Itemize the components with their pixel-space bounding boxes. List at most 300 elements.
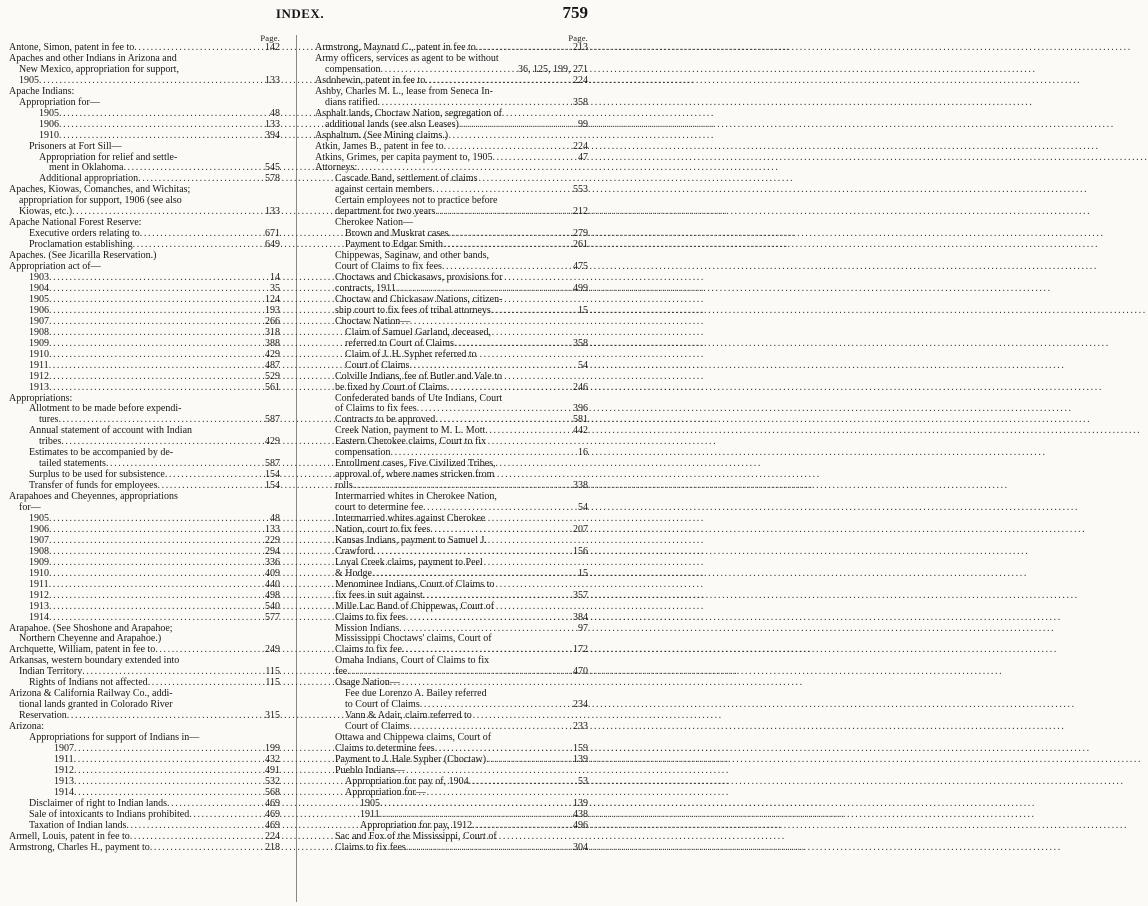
dot-leader [67, 711, 263, 722]
entry-text: Armell, Louis, patent in fee to [9, 830, 130, 842]
entry-text: 1905 [360, 797, 380, 809]
dot-leader [49, 350, 263, 361]
entry-text: Transfer of funds for employees [29, 480, 158, 492]
page-reference: 432 [265, 753, 280, 765]
entry-text: tailed statements [39, 458, 106, 470]
entry-text: Surplus to be used for subsistence [29, 469, 165, 481]
entry-text: Certain employees not to practice before [335, 195, 498, 207]
page-reference: 529 [265, 370, 280, 382]
entry-text: Enrollment cases, Five Civilized Tribes, [335, 458, 496, 470]
page-reference: 15 [578, 304, 588, 316]
entry-text: Payment to J. Hale Sypher (Choctaw) [335, 753, 487, 765]
entry-text: to Court of Claims [345, 699, 420, 711]
page-reference: 469 [265, 819, 280, 831]
page-reference: 499 [573, 282, 588, 294]
entry-text: 1911 [29, 578, 49, 590]
page-reference: 261 [573, 239, 588, 251]
page-reference: 475 [573, 261, 588, 273]
page-header-title: INDEX. [275, 6, 325, 21]
left-column [9, 33, 280, 854]
entry-text: 1905 [29, 293, 49, 305]
entry-text: for— [19, 502, 41, 514]
entry-text: Cascade Band, settlement of claims [335, 173, 478, 185]
page-reference: 429 [265, 348, 280, 360]
entry-text: 1913 [29, 381, 49, 393]
right-column [315, 33, 588, 854]
entry-text: Choctaws and Chickasaws, provisions for [335, 272, 503, 284]
entry-text: Court of Claims [345, 359, 410, 371]
page-reference: 469 [265, 797, 280, 809]
index-entry [9, 372, 280, 383]
entry-text: Reservation [19, 710, 67, 722]
dot-leader [49, 383, 263, 394]
entry-text: Proclamation establishing [29, 239, 133, 251]
entry-text: 1911 [360, 808, 380, 820]
entry-text: Claims to fix fees [335, 841, 406, 853]
entry-text: Appropriations for support of Indians in— [29, 732, 200, 744]
entry-text: Appropriation act of— [9, 261, 101, 273]
dot-leader [59, 120, 263, 131]
page-reference: 54 [578, 359, 588, 371]
page-reference: 587 [265, 458, 280, 470]
entry-text: ment in Oklahoma [49, 162, 124, 174]
page-reference: 139 [573, 753, 588, 765]
entry-text: Claim of Samuel Garland, deceased, [345, 326, 492, 338]
entry-text: Appropriations: [9, 392, 73, 404]
index-entry [9, 591, 280, 602]
index-entry [9, 120, 280, 131]
index-entry [9, 580, 280, 591]
page-reference: 199 [265, 743, 280, 754]
page-reference: 193 [265, 304, 280, 316]
right-entries [315, 43, 588, 854]
page-reference: 429 [265, 436, 280, 448]
entry-text: fee [335, 666, 348, 678]
page-reference: 470 [573, 666, 588, 678]
left-column-heading: Page. [260, 33, 280, 43]
page-reference: 97 [578, 622, 588, 634]
entry-text: Asphaltum. (See Mining claims.) [315, 129, 449, 141]
entry-text: Creek Nation, payment to M. L. Mott [335, 425, 486, 437]
index-entry [9, 131, 280, 142]
entry-text: referred to Court of Claims [345, 337, 454, 349]
entry-text: 1907 [29, 534, 49, 546]
dot-leader [49, 613, 263, 624]
entry-text: Colville Indians, fee of Butler and Vale to [335, 370, 502, 382]
page-reference: 568 [265, 786, 280, 798]
index-entry [9, 383, 280, 394]
entry-text: ship court to fix fees of tribal attorneys [335, 304, 491, 316]
page-reference: 587 [265, 414, 280, 426]
page-reference: 577 [265, 611, 280, 623]
page-reference: 154 [265, 480, 280, 492]
page-reference: 124 [265, 293, 280, 305]
index-entry [315, 131, 588, 142]
index-entry [9, 492, 280, 503]
dot-leader [469, 777, 576, 788]
page-reference: 48 [270, 107, 280, 119]
entry-text: Appropriation for pay of, 1904 [345, 775, 469, 787]
index-entry [315, 832, 588, 843]
entry-text: Disclaimer of right to Indian lands [29, 797, 168, 809]
index-entry [315, 120, 588, 131]
entry-text: Claims to fix fee [335, 644, 402, 656]
page-reference: 338 [573, 480, 588, 492]
entry-text: Kiowas, etc.) [19, 206, 73, 218]
dot-leader [423, 591, 571, 602]
entry-text: 1912 [29, 370, 49, 382]
entry-text: Confederated bands of Ute Indians, Court [335, 392, 503, 404]
entry-text: Sale of intoxicants to Indians prohibited [29, 808, 190, 820]
entry-text: 1905 [29, 512, 49, 524]
page-reference: 498 [265, 589, 280, 601]
page-reference: 142 [265, 42, 280, 53]
entry-text: Asdohewin, patent in fee to [315, 74, 426, 86]
page-reference: 16 [578, 447, 588, 459]
entry-text: Intermarried whites against Cherokee [335, 512, 486, 524]
entry-text: Crawford [335, 545, 374, 557]
entry-text: contracts, 1911 [335, 282, 396, 294]
entry-text: additional lands (see also Leases) [325, 118, 459, 130]
entry-text: 1906 [39, 118, 59, 130]
entry-text: Northern Cheyenne and Arapahoe.) [19, 633, 162, 645]
dot-leader [126, 821, 263, 832]
entry-text: Appropriation for relief and settle- [39, 151, 178, 163]
entry-text: Nation, court to fix fees [335, 523, 431, 535]
index-entry [315, 142, 588, 153]
entry-text: Payment to Edgar Smith [345, 239, 444, 251]
page-reference: 224 [573, 74, 588, 86]
entry-text: 1914 [29, 611, 49, 623]
page-reference: 318 [265, 326, 280, 338]
dot-leader [406, 613, 571, 624]
entry-text: Additional appropriation [39, 173, 139, 185]
entry-text: Claims to determine fees [335, 743, 435, 754]
dot-leader [49, 580, 263, 591]
index-entry [315, 580, 588, 591]
page-reference: 99 [578, 118, 588, 130]
page-reference: 234 [573, 699, 588, 711]
entry-text: Arapahoe. (See Shoshone and Arapahoe; [9, 622, 173, 634]
page-reference: 409 [265, 567, 280, 579]
entry-text: tional lands granted in Colorado River [19, 699, 173, 711]
index-entry [9, 821, 280, 832]
page-reference: 35 [270, 282, 280, 294]
entry-text: compensation [335, 447, 391, 459]
entry-text: department for two years [335, 206, 436, 218]
entry-text: fix fees in suit against [335, 589, 423, 601]
page-reference: 438 [573, 808, 588, 820]
page-reference: 133 [265, 74, 280, 86]
page-reference: 440 [265, 578, 280, 590]
dot-leader [444, 142, 571, 153]
dot-leader [49, 591, 263, 602]
page-reference: 532 [265, 775, 280, 787]
entry-text: 1913 [29, 600, 49, 612]
entry-text: 1914 [54, 786, 74, 798]
entry-text: of Claims to fix fees [335, 403, 417, 415]
page-reference: 15 [578, 567, 588, 579]
entry-text: Ashby, Charles M. L., lease from Seneca In- [315, 85, 493, 97]
page-reference: 14 [270, 272, 280, 284]
entry-text: Antone, Simon, patent in fee to [9, 42, 135, 53]
entry-text: Chippewas, Saginaw, and other bands, [335, 250, 490, 262]
page-reference: 139 [573, 797, 588, 809]
page-reference: 357 [573, 589, 588, 601]
page-reference: 496 [573, 819, 588, 831]
page-reference: 212 [573, 206, 588, 218]
dot-leader [491, 306, 576, 317]
entry-text: 1906 [29, 304, 49, 316]
page-reference: 384 [573, 611, 588, 623]
page-reference: 54 [578, 502, 588, 514]
entry-text: against certain members [335, 184, 433, 196]
entry-text: New Mexico, appropriation for support, [19, 63, 179, 75]
entry-text: Choctaw Nation— [335, 315, 411, 327]
page-reference: 442 [573, 425, 588, 437]
index-entry [315, 372, 588, 383]
page-reference: 213 [573, 42, 588, 53]
entry-text: appropriation for support, 1906 (see also [19, 195, 182, 207]
entry-text: Pueblo Indians— [335, 764, 405, 776]
dot-leader [150, 843, 263, 854]
page-reference: 469 [265, 808, 280, 820]
page-reference: 115 [265, 677, 280, 689]
dot-leader [406, 843, 571, 854]
entry-text: Loyal Creek claims, payment to Peel [335, 556, 483, 568]
dot-leader [49, 602, 263, 613]
entry-text: Armstrong, Charles H., payment to [9, 841, 150, 853]
entry-text: Mille Lac Band of Chippewas, Court of [335, 600, 495, 612]
entry-text: Claim of J. H. Sypher referred to [345, 348, 477, 360]
page-reference: 133 [265, 118, 280, 130]
entry-text: Indian Territory [19, 666, 83, 678]
page-reference: 358 [573, 96, 588, 108]
entry-text: be fixed by Court of Claims [335, 381, 447, 393]
page-reference: 487 [265, 359, 280, 371]
entry-text: Taxation of Indian lands [29, 819, 127, 831]
entry-text: 1910 [39, 129, 59, 141]
entry-text: Kansas Indians, payment to Samuel J. [335, 534, 487, 546]
entry-text: 1912 [29, 589, 49, 601]
entry-text: Apache Indians: [9, 85, 75, 97]
entry-text: Archquette, William, patent in fee to [9, 644, 156, 656]
entry-text: 1910 [29, 567, 49, 579]
entry-text: Estimates to be accompanied by de- [29, 447, 174, 459]
entry-text: Menominee Indians, Court of Claims to [335, 578, 495, 590]
index-entry [9, 613, 280, 624]
page-reference: 229 [265, 534, 280, 546]
entry-text: Mississippi Choctaws' claims, Court of [335, 633, 492, 645]
dot-leader [59, 131, 263, 142]
page-number: 759 [562, 3, 588, 22]
page-reference: 315 [265, 710, 280, 722]
dot-leader [492, 153, 576, 164]
dot-leader [447, 383, 571, 394]
entry-text: 1908 [29, 545, 49, 557]
page-reference: 491 [265, 764, 280, 776]
entry-text: Omaha Indians, Court of Claims to fix [335, 655, 490, 667]
entry-text: Rights of Indians not affected [29, 677, 148, 689]
entry-text: 1909 [29, 337, 49, 349]
page-reference: 172 [573, 644, 588, 656]
entry-text: compensation [325, 63, 381, 75]
page-reference: 279 [573, 228, 588, 240]
entry-text: Ottawa and Chippewa claims, Court of [335, 732, 492, 744]
page-reference: 159 [573, 743, 588, 754]
entry-text: Atkins, Grimes, per capita payment to, 1905 [315, 151, 493, 163]
page-reference: 553 [573, 184, 588, 196]
entry-text: Allotment to be made before expendi- [29, 403, 182, 415]
index-entry [315, 821, 588, 832]
entry-text: Army officers, services as agent to be without [315, 52, 499, 64]
page-reference: 358 [573, 337, 588, 349]
entry-text: 1903 [29, 272, 49, 284]
page-reference: 396 [573, 403, 588, 415]
entry-text: Appropriation for pay, 1912 [360, 819, 473, 831]
entry-text: Court of Claims to fix fees [335, 261, 442, 273]
entry-text: 1904 [29, 282, 49, 294]
entry-text: Appropriation for— [19, 96, 100, 108]
index-entry [315, 591, 588, 602]
dot-leader [130, 832, 263, 843]
entry-text: Arizona: [9, 721, 44, 733]
entry-text: Eastern Cherokee claims, Court to fix [335, 436, 487, 448]
dot-leader [459, 120, 576, 131]
page-reference: 649 [265, 239, 280, 251]
page-reference: 394 [265, 129, 280, 141]
index-entry [9, 711, 280, 722]
dot-leader [409, 361, 576, 372]
right-column-heading: Page. [568, 33, 588, 43]
entry-text: Arkansas, western boundary extended into [9, 655, 180, 667]
page-reference: 249 [265, 644, 280, 656]
page-reference: 545 [265, 162, 280, 174]
entry-text: 1909 [29, 556, 49, 568]
entry-text: Choctaw and Chickasaw Nations, citizen- [335, 293, 503, 305]
dot-leader [49, 372, 263, 383]
dot-leader [435, 207, 571, 218]
entry-text: 1906 [29, 523, 49, 535]
page-reference: 581 [573, 414, 588, 426]
entry-text: Annual statement of account with Indian [29, 425, 193, 437]
page-reference: 266 [265, 315, 280, 327]
page-reference: 218 [265, 841, 280, 853]
entry-text: 1905 [19, 74, 39, 86]
page-reference: 47 [578, 151, 588, 163]
entry-text: Court of Claims [345, 721, 410, 733]
page-reference: 540 [265, 600, 280, 612]
entry-text: Appropriation for— [345, 786, 426, 798]
entry-text: 1911 [54, 753, 74, 765]
index-entry [315, 361, 588, 372]
entry-text: Apaches and other Indians in Arizona and [9, 52, 177, 64]
entry-text: rolls [335, 480, 353, 492]
dot-leader [486, 755, 571, 766]
entry-text: Apache National Forest Reserve: [9, 217, 142, 229]
page-reference: 133 [265, 523, 280, 535]
page-reference: 36, 125, 199, 271 [518, 63, 588, 75]
entry-text: 1908 [29, 326, 49, 338]
entry-text: Contracts to be approved [335, 414, 436, 426]
entry-text: Executive orders relating to [29, 228, 140, 240]
entry-text: tribes [39, 436, 62, 448]
entry-text: Apaches. (See Jicarilla Reservation.) [9, 250, 157, 262]
index-entry [9, 832, 280, 843]
entry-text: & Hodge [335, 567, 372, 579]
entry-text: Atkin, James B., patent in fee to [315, 140, 444, 152]
entry-text: Arizona & California Railway Co., addi- [9, 688, 173, 700]
entry-text: 1912 [54, 764, 74, 776]
page-reference: 133 [265, 206, 280, 218]
entry-text: Prisoners at Fort Sill— [29, 140, 122, 152]
entry-text: Asphalt lands, Choctaw Nation, segregation of [315, 107, 502, 119]
entry-text: Apaches, Kiowas, Comanches, and Wichitas; [9, 184, 191, 196]
page-reference: 578 [265, 173, 280, 185]
index-entry [9, 361, 280, 372]
entry-text: Brown and Muskrat cases [345, 228, 449, 240]
entry-text: Vann & Adair, claim referred to [345, 710, 472, 722]
index-entry [315, 613, 588, 624]
entry-text: dians ratified [325, 96, 378, 108]
page-reference: 224 [265, 830, 280, 842]
entry-text: Mission Indians [335, 622, 400, 634]
dot-leader [472, 821, 571, 832]
page-reference: 246 [573, 381, 588, 393]
page-reference: 224 [573, 140, 588, 152]
page-reference: 336 [265, 556, 280, 568]
page-reference: 304 [573, 841, 588, 853]
entry-text: 1910 [29, 348, 49, 360]
index-entry [9, 142, 280, 153]
entry-text: tures [39, 414, 59, 426]
index-entry [9, 843, 280, 854]
page-reference: 156 [573, 545, 588, 557]
entry-text: 1907 [29, 315, 49, 327]
page-reference: 48 [270, 512, 280, 524]
entry-text: Claims to fix fees [335, 611, 406, 623]
dot-leader [485, 426, 571, 437]
index-entry [9, 602, 280, 613]
dot-leader [49, 361, 263, 372]
index-entry [315, 383, 588, 394]
page-reference: 53 [578, 775, 588, 787]
entry-text: Fee due Lorenzo A. Bailey referred [345, 688, 487, 700]
entry-text: Arapahoes and Cheyennes, appropriations [9, 491, 178, 503]
entry-text: Cherokee Nation— [335, 217, 414, 229]
entry-text: 1911 [29, 359, 49, 371]
entry-text: Sac and Fox of the Mississippi, Court of [335, 830, 497, 842]
page-reference: 388 [265, 337, 280, 349]
page-reference: 294 [265, 545, 280, 557]
page-reference: 233 [573, 721, 588, 733]
entry-text: approval of, where names stricken from [335, 469, 495, 481]
entry-text: Intermarried whites in Cherokee Nation, [335, 491, 497, 503]
entry-text: 1905 [39, 107, 59, 119]
left-entries [9, 43, 280, 854]
index-entry [315, 602, 588, 613]
index-entry [9, 350, 280, 361]
index-entry [315, 843, 588, 854]
entry-text: Attorneys: [315, 162, 358, 174]
page-reference: 115 [265, 666, 280, 678]
page-reference: 671 [265, 228, 280, 240]
index-entry [315, 350, 588, 361]
page-reference: 207 [573, 523, 588, 535]
entry-text: Osage Nation— [335, 677, 400, 689]
entry-text: 1907 [54, 743, 74, 754]
page-reference: 154 [265, 469, 280, 481]
